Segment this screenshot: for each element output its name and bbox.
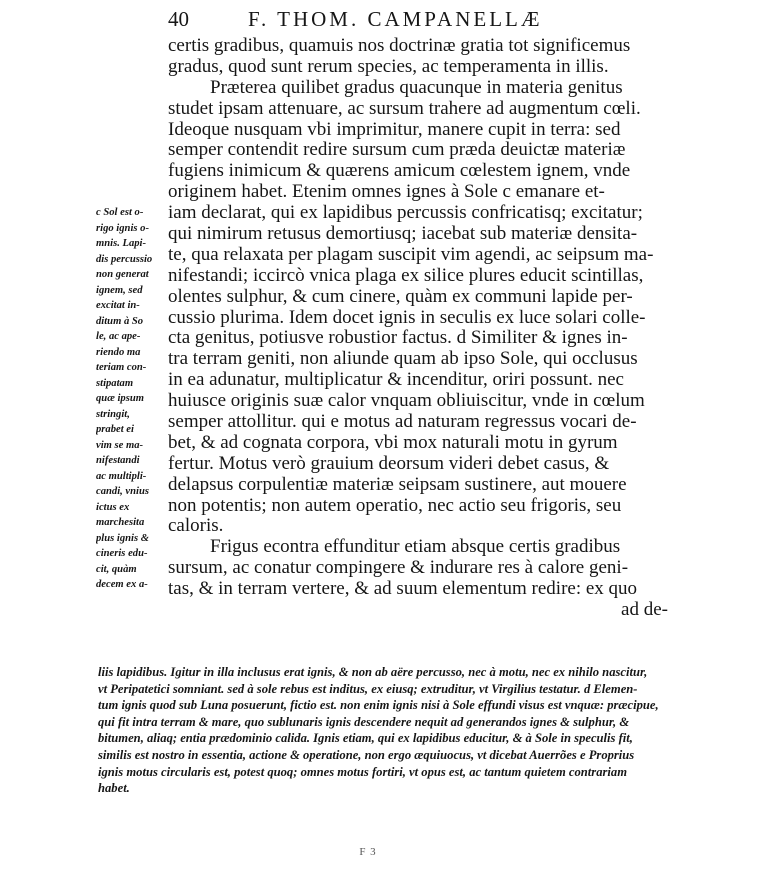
marginal-line: stipatam (96, 377, 134, 389)
marginal-note (96, 205, 168, 593)
marginal-line: cit, quàm (96, 563, 137, 575)
catchword: ad de- (621, 600, 668, 621)
text-line: certis gradibus, quamuis nos doctrinæ gratia tot significemus (168, 36, 631, 56)
text-line: sursum, ac conatur compingere & indurare res à calore geni- (168, 558, 629, 579)
footnote-line: tum ignis quod sub Luna posuerunt, fictio est. non enim ignis nisi à Sole effundi visus est vnquæ: præcipue, (98, 698, 659, 713)
page-header (168, 4, 668, 34)
running-head: F. THOM. CAMPANELLÆ (248, 7, 543, 31)
text-line: olentes sulphur, & cum cinere, quàm ex communi lapide per- (168, 286, 633, 307)
text-line: delapsus corpulentiæ materiæ seipsam sustinere, aut mouere (168, 474, 627, 495)
marginal-line: ac multipli- (96, 470, 147, 482)
marginal-line: excitat in- (96, 300, 140, 311)
footnote-line: bitumen, aliaq; entia prædominio calida. Ignis etiam, qui ex lapidibus educitur, & à Sole in speculis fit, (98, 731, 633, 746)
footnote-line: qui fit intra terram & mare, quo sublunaris ignis descendere nequit ad generandos ignes & sulphur, & (98, 714, 630, 729)
text-line: cta genitus, potiusve robustior factus. d Similiter & ignes in- (168, 328, 628, 349)
text-line: Ideoque nusquam vbi imprimitur, manere cupit in terra: sed (168, 119, 621, 140)
marginal-line: rigo ignis o- (96, 222, 149, 234)
text-line: nifestandi; iccircò vnica plaga ex silice plures educit scintillas, (168, 265, 644, 286)
text-line: fugiens inimicum & quærens amicum cœlestem ignem, vnde (168, 161, 631, 182)
footnote-line: habet. (98, 781, 130, 796)
marginal-line: dis percussio (96, 253, 153, 265)
marginal-line: non generat (96, 269, 149, 280)
marginal-line: candi, vnius (96, 486, 149, 497)
marginal-line: cineris edu- (96, 548, 148, 559)
text-line: in ea adunatur, multiplicatur & incenditur, oriri possunt. nec (168, 370, 624, 391)
signature-mark: F 3 (359, 846, 377, 858)
main-text-block (168, 36, 668, 621)
marginal-line: marchesita (96, 517, 145, 528)
marginal-line: decem ex a- (96, 579, 148, 590)
marginal-line: c Sol est o- (96, 207, 144, 218)
text-line: qui nimirum retusus demortiusq; iacebat sub materiæ densita- (168, 224, 638, 245)
text-line: semper contendit redire sursum cum præda deuictæ materiæ (168, 140, 626, 161)
marginal-line: quæ ipsum (96, 393, 144, 404)
text-line: caloris. (168, 516, 224, 537)
marginal-line: prabet ei (96, 424, 134, 435)
footnotes-block (98, 664, 678, 797)
text-line: iam declarat, qui ex lapidibus percussis confricatisq; excitatur; (168, 203, 643, 224)
marginal-line: ignem, sed (96, 284, 143, 296)
text-line: tra terram geniti, non aliunde quam ab ipso Sole, qui occlusus (168, 349, 638, 370)
text-line: studet ipsam attenuare, ac sursum trahere ad augmentum cœli. (168, 98, 641, 119)
footnote-line: vt Peripatetici somniant. sed à sole rebus est inditus, ex eiusq; extruditur, vt Virgilius testatur. d Elemen- (98, 681, 638, 696)
text-line: cussio plurima. Idem docet ignis in seculis ex luce solari colle- (168, 307, 646, 328)
footnote-line: liis lapidibus. Igitur in illa inclusus erat ignis, & non ab aëre percusso, nec à motu, nec ex nihilo nascitur, (98, 665, 648, 679)
marginal-line: nifestandi (96, 455, 140, 466)
marginal-line: le, ac ape- (96, 331, 141, 342)
text-line: huiusce originis suæ calor vnquam obliuiscitur, vnde in cœlum (168, 391, 645, 412)
marginal-line: ictus ex (96, 501, 130, 513)
marginal-line: plus ignis & (96, 532, 149, 544)
text-line: Frigus econtra effunditur etiam absque certis gradibus (210, 537, 621, 558)
text-line: gradus, quod sunt rerum species, ac temperamenta in illis. (168, 56, 609, 77)
text-line: semper attollitur. qui e motus ad naturam regressus vocari de- (168, 412, 637, 433)
marginal-line: teriam con- (96, 362, 147, 373)
marginal-line: mnis. Lapi- (96, 238, 147, 249)
text-line: Præterea quilibet gradus quacunque in materia genitus (210, 77, 623, 98)
text-line: bet, & ad cognata corpora, vbi mox naturali motu in gyrum (168, 432, 618, 453)
marginal-line: stringit, (96, 408, 130, 420)
footnote-line: similis est nostro in essentia, actione & operatione, non ergo æquiuocus, vt dicebat Auerrões e Proprius (98, 747, 635, 762)
text-line: te, qua relaxata per plagam suscipit vim agendi, ac seipsum ma- (168, 244, 654, 265)
footnote-line: ignis motus circularis est, potest quoq; omnes motus fortiri, vt opus est, ac tantum quietem contrariam (98, 764, 627, 779)
text-line: originem habet. Etenim omnes ignes à Sole c emanare et- (168, 182, 605, 203)
text-line: fertur. Motus verò grauium deorsum videri debet casus, & (168, 453, 610, 474)
marginal-line: vim se ma- (96, 439, 144, 451)
marginal-line: riendo ma (96, 346, 141, 358)
page-number: 40 (168, 7, 189, 31)
marginal-line: ditum à So (96, 315, 144, 327)
text-line: tas, & in terram vertere, & ad suum elementum redire: ex quo (168, 579, 638, 600)
text-line: non potentis; non autem operatio, nec actio seu frigoris, seu (168, 495, 622, 516)
